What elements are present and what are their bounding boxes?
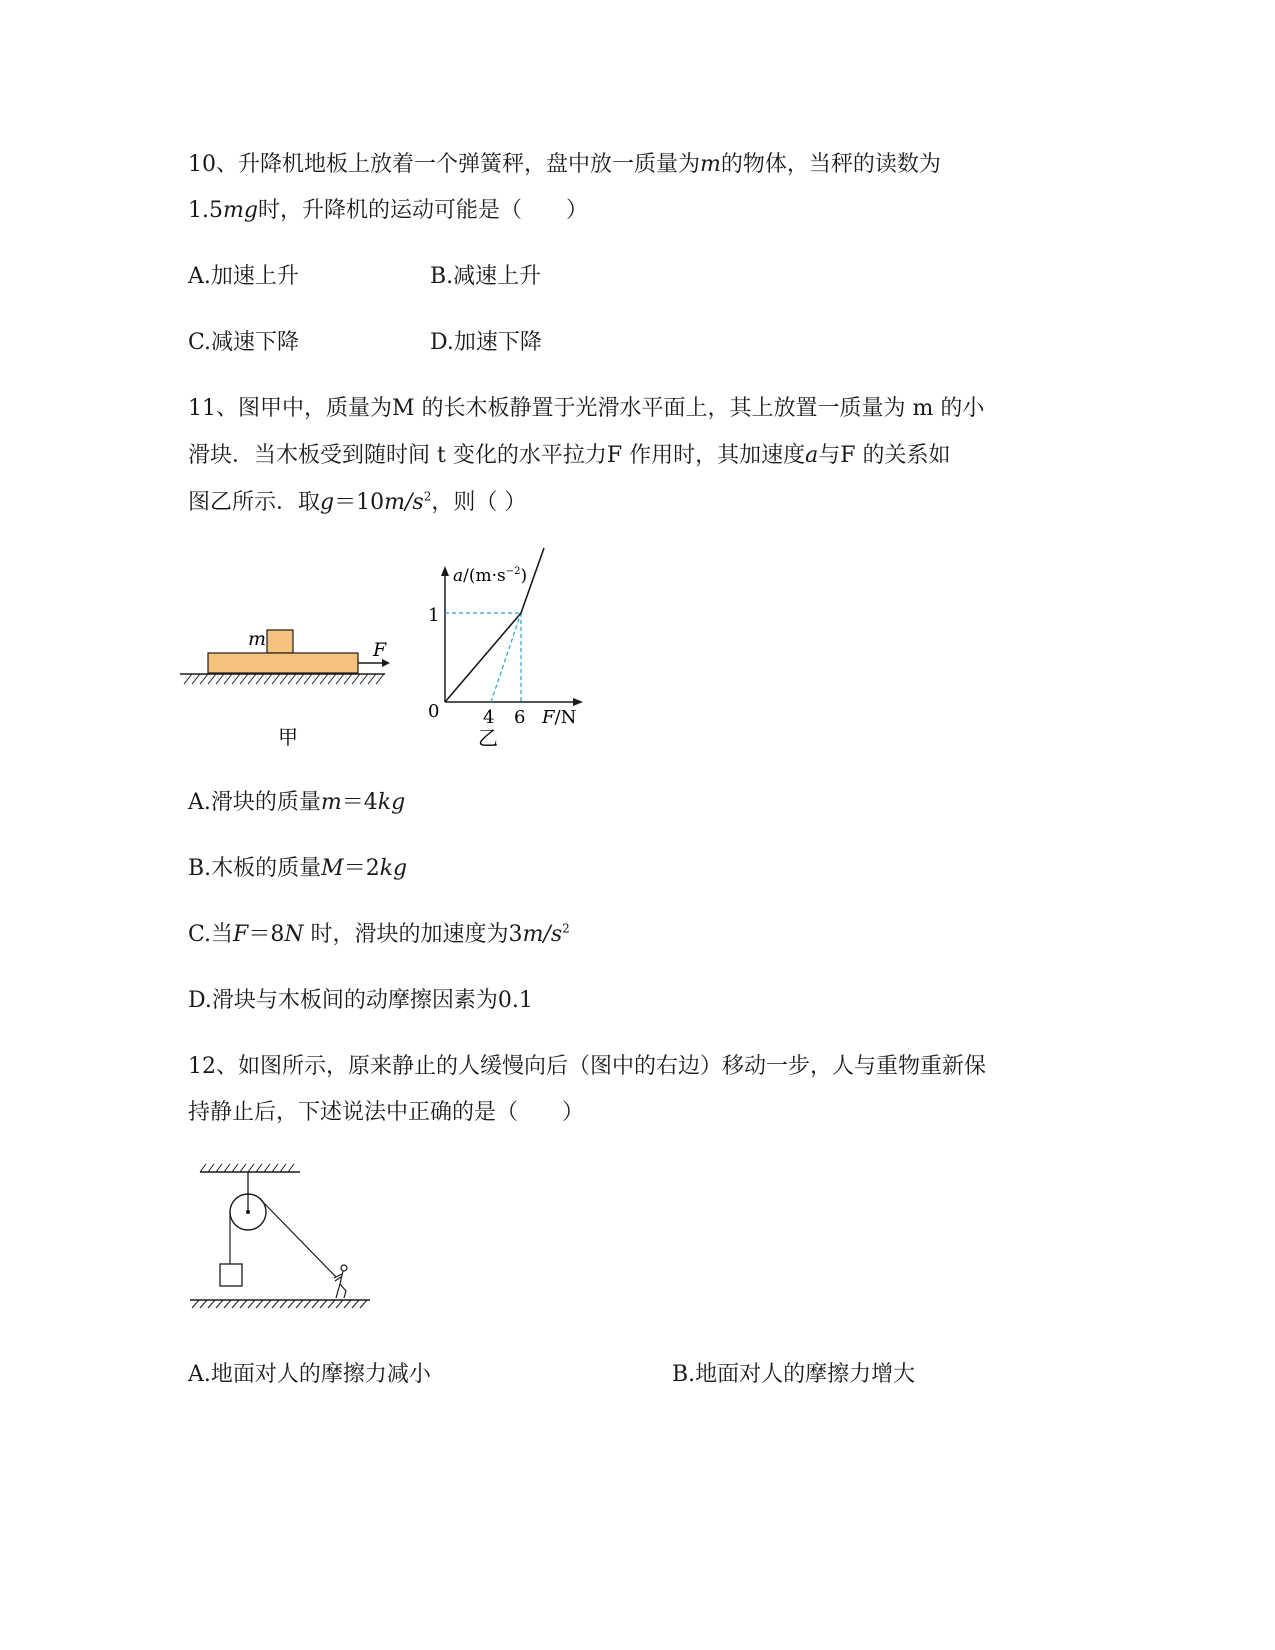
figure-jia <box>180 620 410 760</box>
pulley-axle <box>246 1210 250 1214</box>
figure-yi <box>420 560 610 760</box>
origin-label: 0 <box>428 701 440 722</box>
var-g: g <box>320 490 335 515</box>
caption-yi: 乙 <box>478 726 498 750</box>
q10-option-a[interactable]: A.加速上升 <box>188 264 299 289</box>
person-figure <box>334 1265 347 1298</box>
ceiling-hatch <box>200 1164 294 1172</box>
y-axis-label: $a/(m\cdot s^{-2})$ <box>453 566 528 586</box>
x-axis-arrow <box>573 698 583 706</box>
q12-line-2: 持静止后，下述说法中正确的是（ ） <box>188 1100 585 1125</box>
caption-jia: 甲 <box>278 725 298 749</box>
var-a: a <box>805 443 819 468</box>
label-F: F <box>373 639 387 661</box>
q10-option-c[interactable]: C.减速下降 <box>188 330 300 355</box>
var-m: m <box>700 152 721 177</box>
q11-option-b[interactable]: B.木板的质量M＝2kg <box>188 856 408 881</box>
ytick-1: 1 <box>428 605 440 626</box>
q10-line-1: 10、升降机地板上放着一个弹簧秤，盘中放一质量为m的物体，当秤的读数为 <box>188 152 941 177</box>
q12-option-a[interactable]: A.地面对人的摩擦力减小 <box>188 1362 431 1387</box>
q11-line-2: 滑块．当木板受到随时间 t 变化的水平拉力F 作用时，其加速度a与F 的关系如 <box>188 443 951 468</box>
weight-box <box>220 1264 242 1286</box>
q11-option-c[interactable]: C.当F＝8N 时，滑块的加速度为$3m/s^2$ <box>188 921 570 947</box>
var-mg: mg <box>223 198 258 223</box>
y-axis-arrow <box>441 566 449 576</box>
q10-option-b[interactable]: B.减速上升 <box>430 264 542 289</box>
q12-line-1: 12、如图所示，原来静止的人缓慢向后（图中的右边）移动一步，人与重物重新保 <box>188 1054 986 1079</box>
x-axis-label: F/N <box>542 707 577 728</box>
q10-option-d[interactable]: D.加速下降 <box>430 330 542 355</box>
q12-option-b[interactable]: B.地面对人的摩擦力增大 <box>672 1362 916 1387</box>
dashed-slope-4 <box>491 613 521 702</box>
wooden-board <box>208 653 358 673</box>
q11-option-d[interactable]: D.滑块与木板间的动摩擦因素为0.1 <box>188 988 533 1013</box>
figure-pulley <box>190 1160 390 1320</box>
floor-hatch <box>192 1300 367 1308</box>
q11-line-1: 11、图甲中，质量为M 的长木板静置于光滑水平面上，其上放置一质量为 m 的小 <box>188 396 985 421</box>
slider-block <box>267 630 293 653</box>
label-m: m <box>248 628 267 650</box>
ground-hatch <box>184 674 384 684</box>
q11-option-a[interactable]: A.滑块的质量m＝4kg <box>188 790 406 815</box>
q11-line-3: 图乙所示．取$g=10m/s^2$，则（ ） <box>188 489 527 515</box>
xtick-4: 4 <box>483 707 495 728</box>
rope-person <box>260 1199 336 1277</box>
q10-line-2: 1.5mg时，升降机的运动可能是（ ） <box>188 198 588 223</box>
xtick-6: 6 <box>514 707 526 728</box>
